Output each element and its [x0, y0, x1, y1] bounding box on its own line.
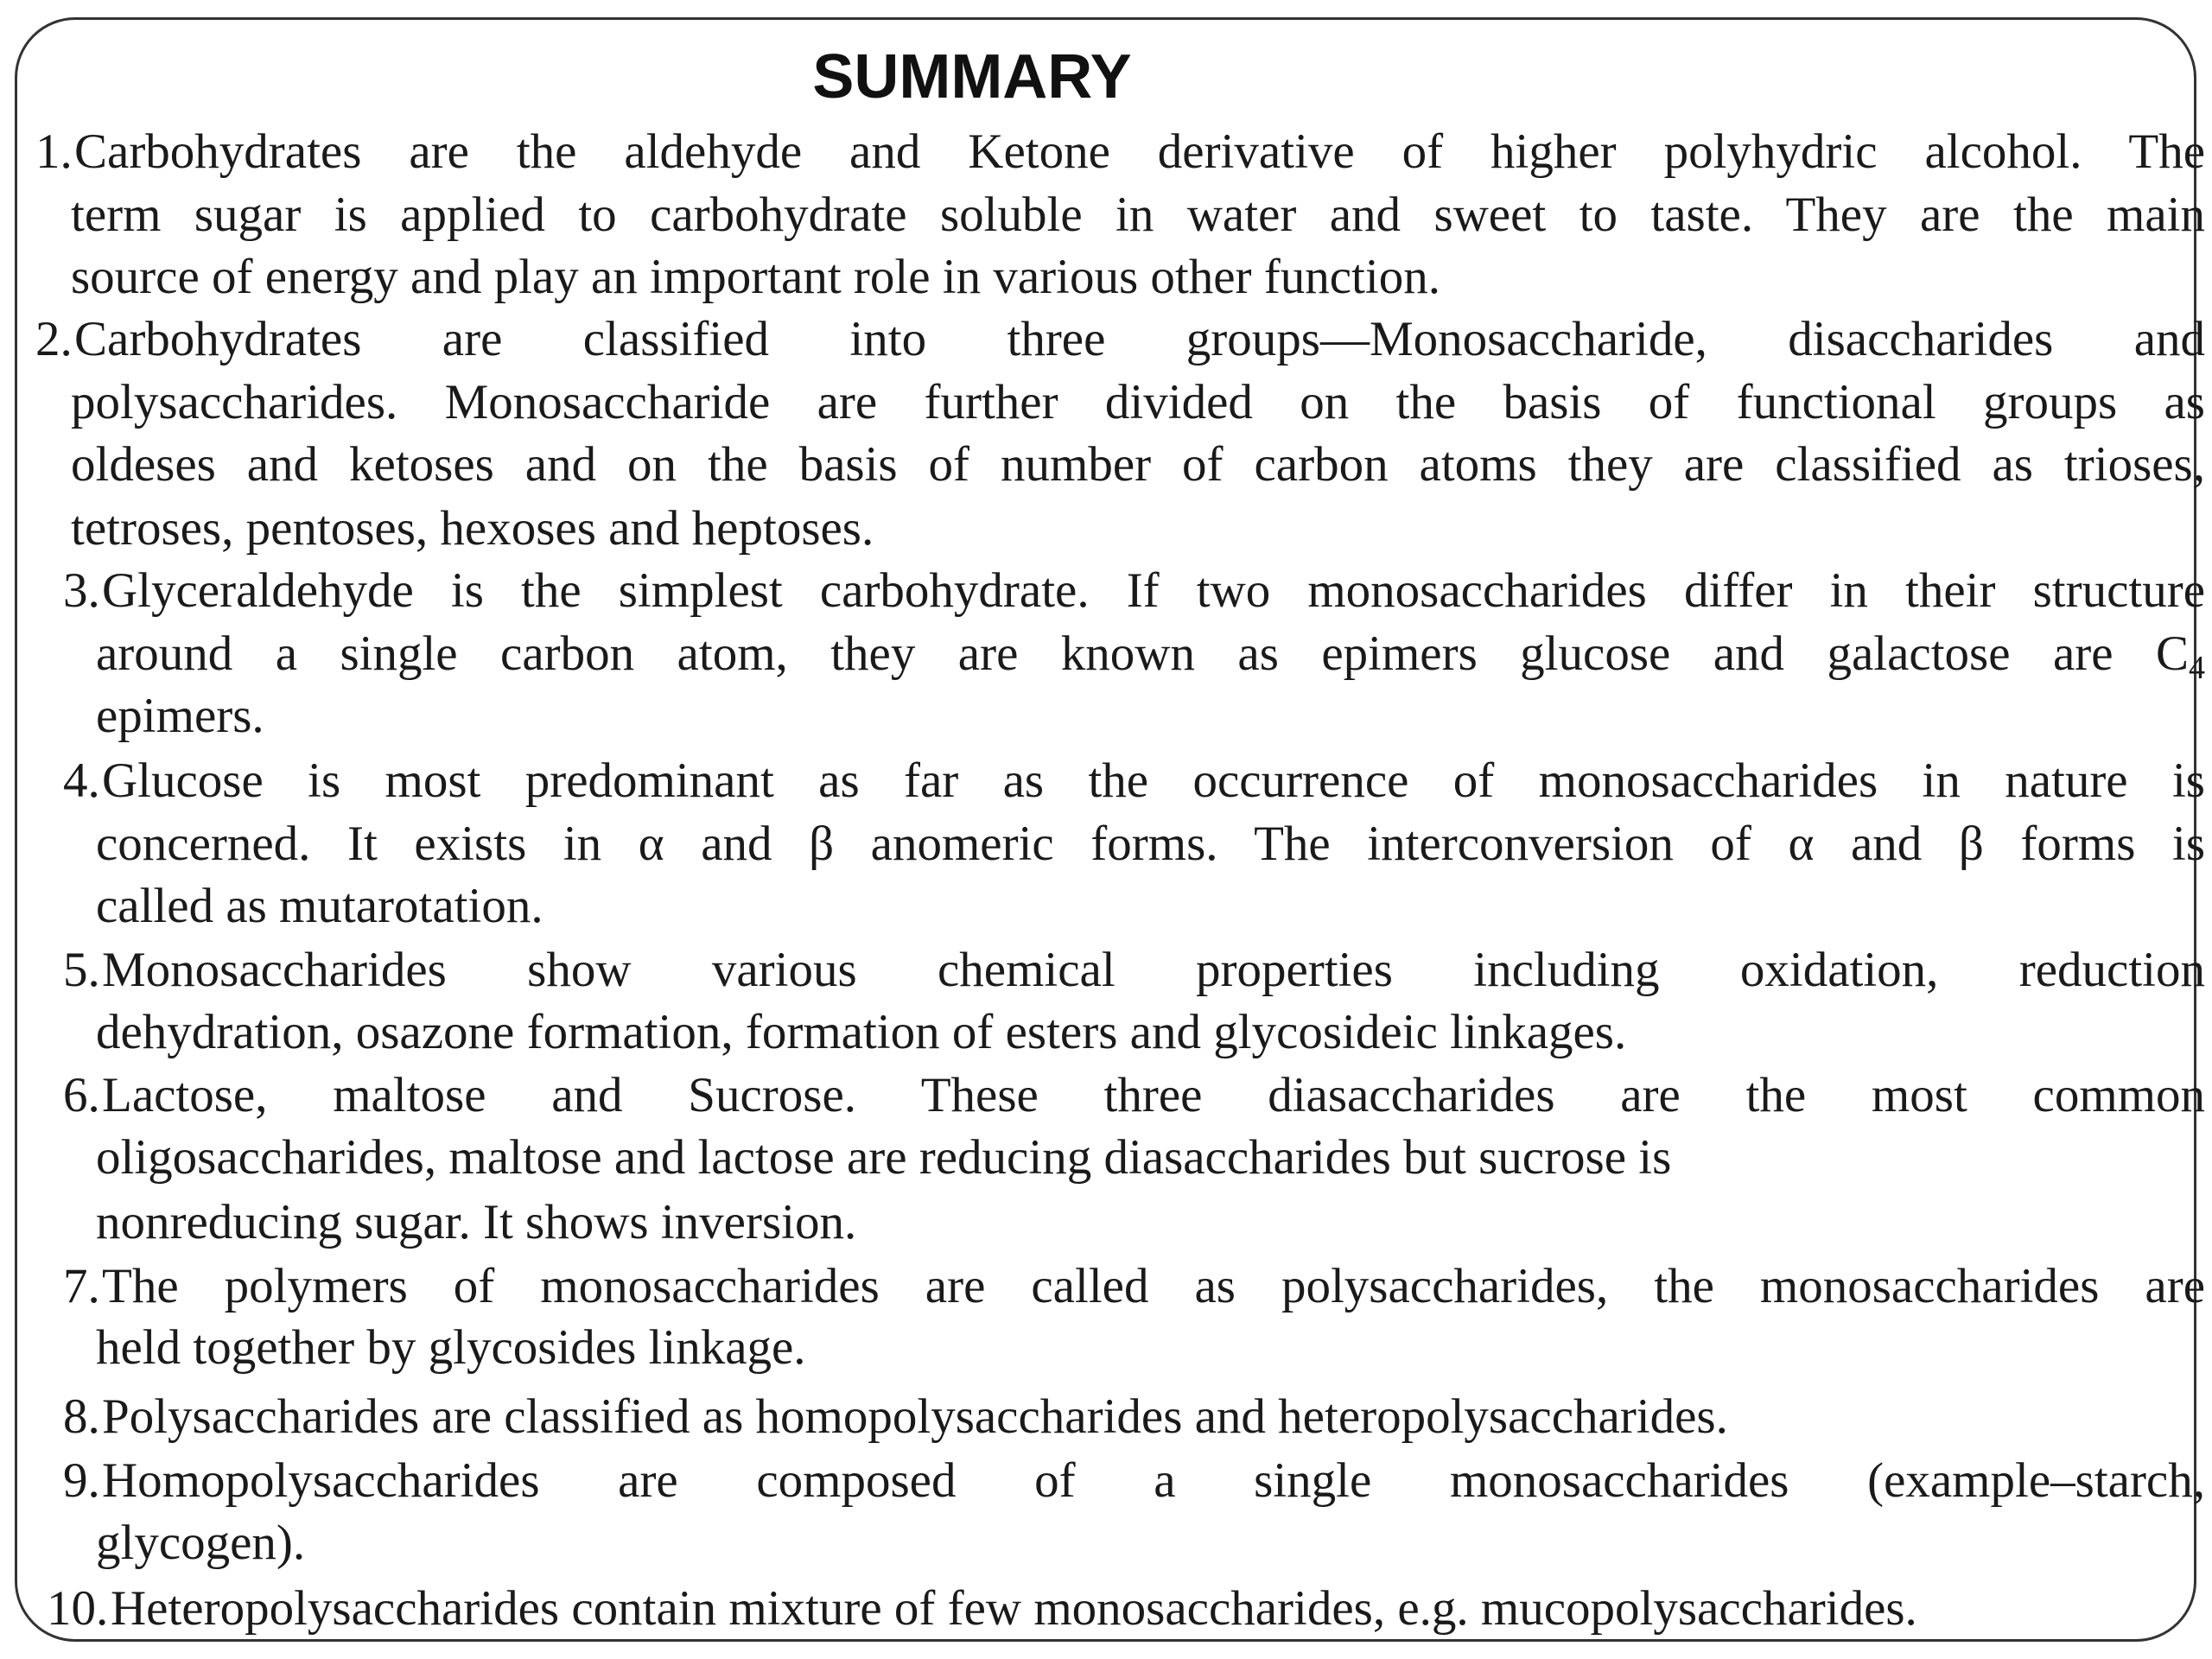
item-number: 6. [63, 1068, 100, 1122]
item-line [96, 685, 264, 747]
item-line [102, 1450, 2205, 1512]
item-line [71, 184, 2205, 246]
item-line [102, 560, 2205, 622]
item-line-text: Carbohydrates are the aldehyde and Ketone derivative of higher polyhydric alcohol. The [74, 124, 2205, 179]
item-line [71, 372, 2205, 434]
item-line-text: Glucose is most predominant as far as the occurrence of monosaccharides in nature is [102, 753, 2205, 808]
item-number: 1. [35, 124, 73, 179]
item-line [102, 750, 2205, 812]
item-line [96, 1127, 1671, 1189]
item-line [71, 434, 2205, 496]
item-number: 9. [63, 1453, 100, 1508]
item-number: 5. [63, 943, 100, 997]
item-line [111, 1578, 1917, 1640]
item-line-text: nonreducing sugar. It shows inversion. [96, 1195, 857, 1249]
item-line-text: term sugar is applied to carbohydrate soluble in water and sweet to taste. They are the main [71, 188, 2205, 242]
item-line [71, 246, 1440, 308]
item-line-text: Monosaccharides show various chemical properties including oxidation, reduction [102, 943, 2205, 997]
item-line-text: oligosaccharides, maltose and lactose are reducing diasaccharides but sucrose is [96, 1130, 1672, 1185]
item-line-text: Carbohydrates are classified into three groups—Monosaccharide, disaccharides and [74, 312, 2205, 366]
item-line-text: epimers. [96, 689, 264, 743]
item-number: 3. [63, 563, 100, 618]
item-line [96, 1317, 806, 1379]
item-line [96, 813, 2205, 875]
item-line-text: Heteropolysaccharides contain mixture of few monosaccharides, e.g. mucopolysaccharides. [111, 1581, 1917, 1636]
item-line [102, 1386, 1728, 1448]
item-line [96, 1512, 305, 1574]
item-line-text: polysaccharides. Monosaccharide are further divided on the basis of functional groups as [71, 375, 2205, 429]
item-line-text: dehydration, osazone formation, formation of esters and glycosideic linkages. [96, 1005, 1627, 1059]
item-number: 4. [63, 753, 100, 808]
item-line-text: source of energy and play an important role in various other function. [71, 250, 1440, 304]
item-line [96, 875, 543, 938]
item-line [71, 498, 874, 560]
item-line-text: held together by glycosides linkage. [96, 1320, 806, 1375]
item-line-text: concerned. It exists in α and β anomeric forms. The interconversion of α and β forms is [96, 817, 2205, 871]
item-number: 2. [35, 312, 73, 366]
item-line-text: Homopolysaccharides are composed of a single monosaccharides (example–starch, [102, 1453, 2205, 1508]
page-title: SUMMARY [812, 42, 1132, 111]
item-line-text: Lactose, maltose and Sucrose. These three diasaccharides are the most common [102, 1068, 2205, 1122]
item-line-text: tetroses, pentoses, hexoses and heptoses. [71, 501, 874, 556]
item-line-text: called as mutarotation. [96, 879, 543, 933]
subscript: 4 [2189, 650, 2205, 686]
item-line [74, 121, 2205, 183]
item-number: 10. [47, 1581, 109, 1636]
item-line [74, 308, 2205, 371]
item-line-text: oldeses and ketoses and on the basis of number of carbon atoms they are classified as trioses, [71, 437, 2205, 492]
item-line-text: Polysaccharides are classified as homopolysaccharides and heteropolysaccharides. [102, 1389, 1728, 1444]
item-line-text: The polymers of monosaccharides are called as polysaccharides, the monosaccharides are [102, 1259, 2205, 1313]
item-line [96, 1001, 1626, 1064]
item-line [96, 1192, 856, 1254]
item-line [102, 939, 2205, 1001]
item-number: 8. [63, 1389, 100, 1444]
item-line-text: Glyceraldehyde is the simplest carbohydrate. If two monosaccharides differ in their structure [102, 563, 2205, 618]
item-line [96, 623, 2205, 685]
item-line [102, 1065, 2205, 1127]
item-line-text: glycogen). [96, 1516, 306, 1570]
item-line [102, 1255, 2205, 1318]
item-number: 7. [63, 1259, 100, 1313]
item-line-text: around a single carbon atom, they are known as epimers glucose and galactose are C [96, 626, 2189, 681]
